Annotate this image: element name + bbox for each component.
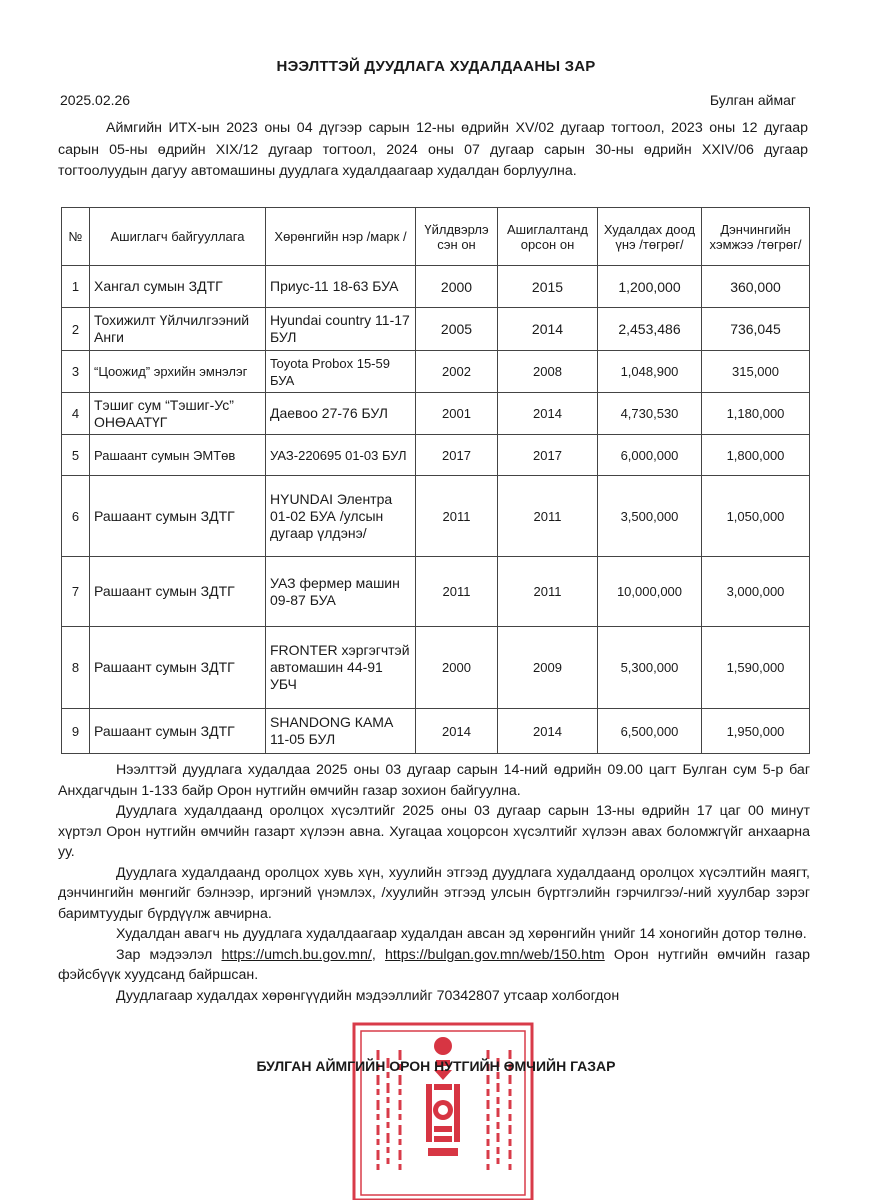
cell-no: 6 [62,476,90,557]
table-row [62,557,810,627]
cell-price: 1,200,000 [598,266,702,308]
cell-org: Тэшиг сум “Тэшиг-Ус” ОНӨААТҮГ [90,393,266,435]
paragraph-required-documents: Дуудлага худалдаанд оролцох хувь хүн, хуулийн этгээд дуудлага худалдаанд оролцох хүсэлтийн маягт, дэнчингийн мөнгийг бэлнээр, иргэний үнэмлэх, /хуулийн этгээд улсын бүртгэлийн гэрчилгээ/-ний хуулбар зэрэг баримтуудыг бүрдүүлж авчирна. [58,864,810,922]
cell-asset: FRONTER хэргэгчтэй автомашин 44-91 УБЧ [266,627,416,709]
cell-org: Рашаант сумын ЭМТөв [90,435,266,476]
cell-no: 8 [62,627,90,709]
body-paragraphs [58,760,810,1006]
cell-price: 5,300,000 [598,627,702,709]
cell-price: 6,500,000 [598,709,702,754]
cell-deposit: 1,800,000 [702,435,810,476]
paragraph-request-deadline: Дуудлага худалдаанд оролцох хүсэлтийг 2025 оны 03 дугаар сарын 13-ны өдрийн 17 цаг 00 минут хүртэл Орон нутгийн өмчийн газарт хүлээн авна. Хугацаа хоцорсон хүсэлтийг хүлээн авах боломжгүйг анхаарна уу. [58,803,810,860]
cell-made: 2014 [416,709,498,754]
links-separator: , [371,946,385,963]
cell-asset: HYUNDAI Элентра 01-02 БУА /улсын дугаар үлдэнэ/ [266,476,416,557]
header-org: Ашиглагч байгууллага [90,208,266,266]
cell-org: Хангал сумын ЗДТГ [90,266,266,308]
header-asset: Хөрөнгийн нэр /марк / [266,208,416,266]
cell-made: 2017 [416,435,498,476]
cell-no: 4 [62,393,90,435]
cell-asset: Приус-11 18-63 БУА [266,266,416,308]
header-no: № [62,208,90,266]
cell-made: 2000 [416,627,498,709]
cell-used: 2015 [498,266,598,308]
table-row [62,266,810,308]
cell-org: “Цоожид” эрхийн эмнэлэг [90,351,266,393]
paragraph-contact-phone: Дуудлагаар худалдах хөрөнгүүдийн мэдээллийг 70342807 утсаар холбогдон [116,987,620,1004]
cell-made: 2001 [416,393,498,435]
links-suffix: Орон нутгийн өмчийн газар фэйсбүүк хуудсанд байршсан. [58,946,810,983]
cell-used: 2017 [498,435,598,476]
header-made: Үйлдвэрлэ сэн он [416,208,498,266]
cell-no: 1 [62,266,90,308]
links-prefix: Зар мэдээлэл [116,946,222,963]
official-seal-icon [348,1010,538,1200]
cell-deposit: 360,000 [702,266,810,308]
cell-made: 2000 [416,266,498,308]
cell-deposit: 315,000 [702,351,810,393]
cell-no: 2 [62,308,90,351]
cell-made: 2002 [416,351,498,393]
cell-asset: УАЗ фермер машин 09-87 БУА [266,557,416,627]
cell-asset: SHANDONG КАМА 11-05 БУЛ [266,709,416,754]
umch-link[interactable]: https://umch.bu.gov.mn/ [221,946,372,963]
cell-used: 2011 [498,476,598,557]
table-row [62,393,810,435]
table-row [62,351,810,393]
cell-made: 2011 [416,557,498,627]
auction-lots-table [61,207,810,754]
cell-price: 3,500,000 [598,476,702,557]
cell-price: 6,000,000 [598,435,702,476]
cell-used: 2014 [498,308,598,351]
table-header-row [62,208,810,266]
document-title: НЭЭЛТТЭЙ ДУУДЛАГА ХУДАЛДААНЫ ЗАР [276,58,596,75]
cell-used: 2014 [498,393,598,435]
cell-used: 2008 [498,351,598,393]
cell-org: Рашаант сумын ЗДТГ [90,476,266,557]
cell-org: Рашаант сумын ЗДТГ [90,709,266,754]
issuer-signature-line: БУЛГАН АЙМГИЙН ОРОН НУТГИЙН ӨМЧИЙН ГАЗАР [256,1058,616,1074]
cell-asset: УАЗ-220695 01-03 БУЛ [266,435,416,476]
document-date: 2025.02.26 [60,92,131,108]
header-price: Худалдах доод үнэ /төгрөг/ [598,208,702,266]
table-row [62,476,810,557]
cell-made: 2005 [416,308,498,351]
cell-no: 5 [62,435,90,476]
intro-paragraph: Аймгийн ИТХ-ын 2023 оны 04 дүгээр сарын 12-ны өдрийн XV/02 дугаар тогтоол, 2023 оны 12 дугаар сарын 05-ны өдрийн XIX/12 дугаар тогтоол, 2024 оны 07 дугаар сарын 30-ны өдрийн XXIV/06 дугаар тогтоолуудын дагуу автомашины дуудлага худалдаагаар худалдан борлуулна. [58,120,808,179]
paragraph-payment-term: Худалдан авагч нь дуудлага худалдаагаар худалдан авсан эд хөрөнгийн үнийг 14 хоногийн дотор төлнө. [116,926,807,942]
cell-deposit: 736,045 [702,308,810,351]
cell-deposit: 1,180,000 [702,393,810,435]
cell-price: 4,730,530 [598,393,702,435]
cell-deposit: 1,050,000 [702,476,810,557]
paragraph-auction-time: Нээлттэй дуудлага худалдаа 2025 оны 03 дугаар сарын 14-ний өдрийн 09.00 цагт Булган сум 5-р баг Анхдагчдын 1-133 байр Орон нутгийн өмчийн газар зохион байгуулна. [58,762,810,799]
table-row [62,627,810,709]
cell-deposit: 3,000,000 [702,557,810,627]
cell-org: Рашаант сумын ЗДТГ [90,627,266,709]
cell-no: 3 [62,351,90,393]
document-place: Булган аймаг [709,92,796,108]
cell-no: 7 [62,557,90,627]
cell-price: 1,048,900 [598,351,702,393]
header-used: Ашиглалтанд орсон он [498,208,598,266]
cell-deposit: 1,950,000 [702,709,810,754]
header-deposit: Дэнчингийн хэмжээ /төгрөг/ [702,208,810,266]
bulgan-link[interactable]: https://bulgan.gov.mn/web/150.htm [384,946,605,963]
cell-org: Рашаант сумын ЗДТГ [90,557,266,627]
cell-deposit: 1,590,000 [702,627,810,709]
table-row [62,709,810,754]
cell-made: 2011 [416,476,498,557]
table-row [62,308,810,351]
cell-price: 2,453,486 [598,308,702,351]
cell-no: 9 [62,709,90,754]
cell-asset: Toyota Probox 15-59 БУА [266,351,416,393]
cell-asset: Даевоо 27-76 БУЛ [266,393,416,435]
cell-price: 10,000,000 [598,557,702,627]
cell-used: 2009 [498,627,598,709]
paragraph-announcement-links [58,945,810,986]
cell-used: 2014 [498,709,598,754]
cell-org: Тохижилт Үйлчилгээний Анги [90,308,266,351]
table-row [62,435,810,476]
cell-asset: Hyundai country 11-17 БУЛ [266,308,416,351]
cell-used: 2011 [498,557,598,627]
